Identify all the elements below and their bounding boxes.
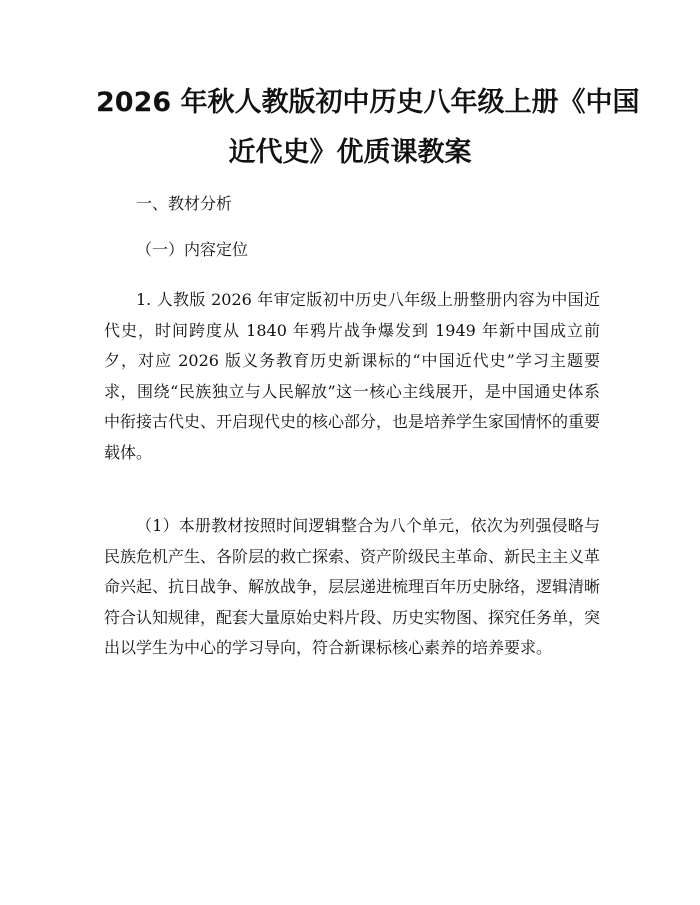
subsection-heading: （一）内容定位	[136, 240, 249, 259]
section-heading: 一、教材分析	[136, 194, 233, 213]
title-line-2: 近代史》优质课教案	[228, 137, 472, 168]
document-title	[96, 78, 640, 178]
title-line-1: 2026 年秋人教版初中历史八年级上册《中国	[96, 87, 640, 118]
paragraph-content-positioning: 1. 人教版 2026 年审定版初中历史八年级上册整册内容为中国近代史，时间跨度从 1840 年鸦片战争爆发到 1949 年新中国成立前夕，对应 2026 版义务教育历史新课标的“中国近代史”学习主题要求，围绕“民族独立与人民解放”这一核心主线展开，是中国通史体系中衔接古代史、开启现代史的核心部分，也是培养学生家国情怀的重要载体。	[104, 290, 601, 462]
paragraph-unit-structure: （1）本册教材按照时间逻辑整合为八个单元，依次为列强侵略与民族危机产生、各阶层的救亡探索、资产阶级民主革命、新民主主义革命兴起、抗日战争、解放战争，层层递进梳理百年历史脉络，逻辑清晰符合认知规律，配套大量原始史料片段、历史实物图、探究任务单，突出以学生为中心的学习导向，符合新课标核心素养的培养要求。	[104, 516, 601, 657]
